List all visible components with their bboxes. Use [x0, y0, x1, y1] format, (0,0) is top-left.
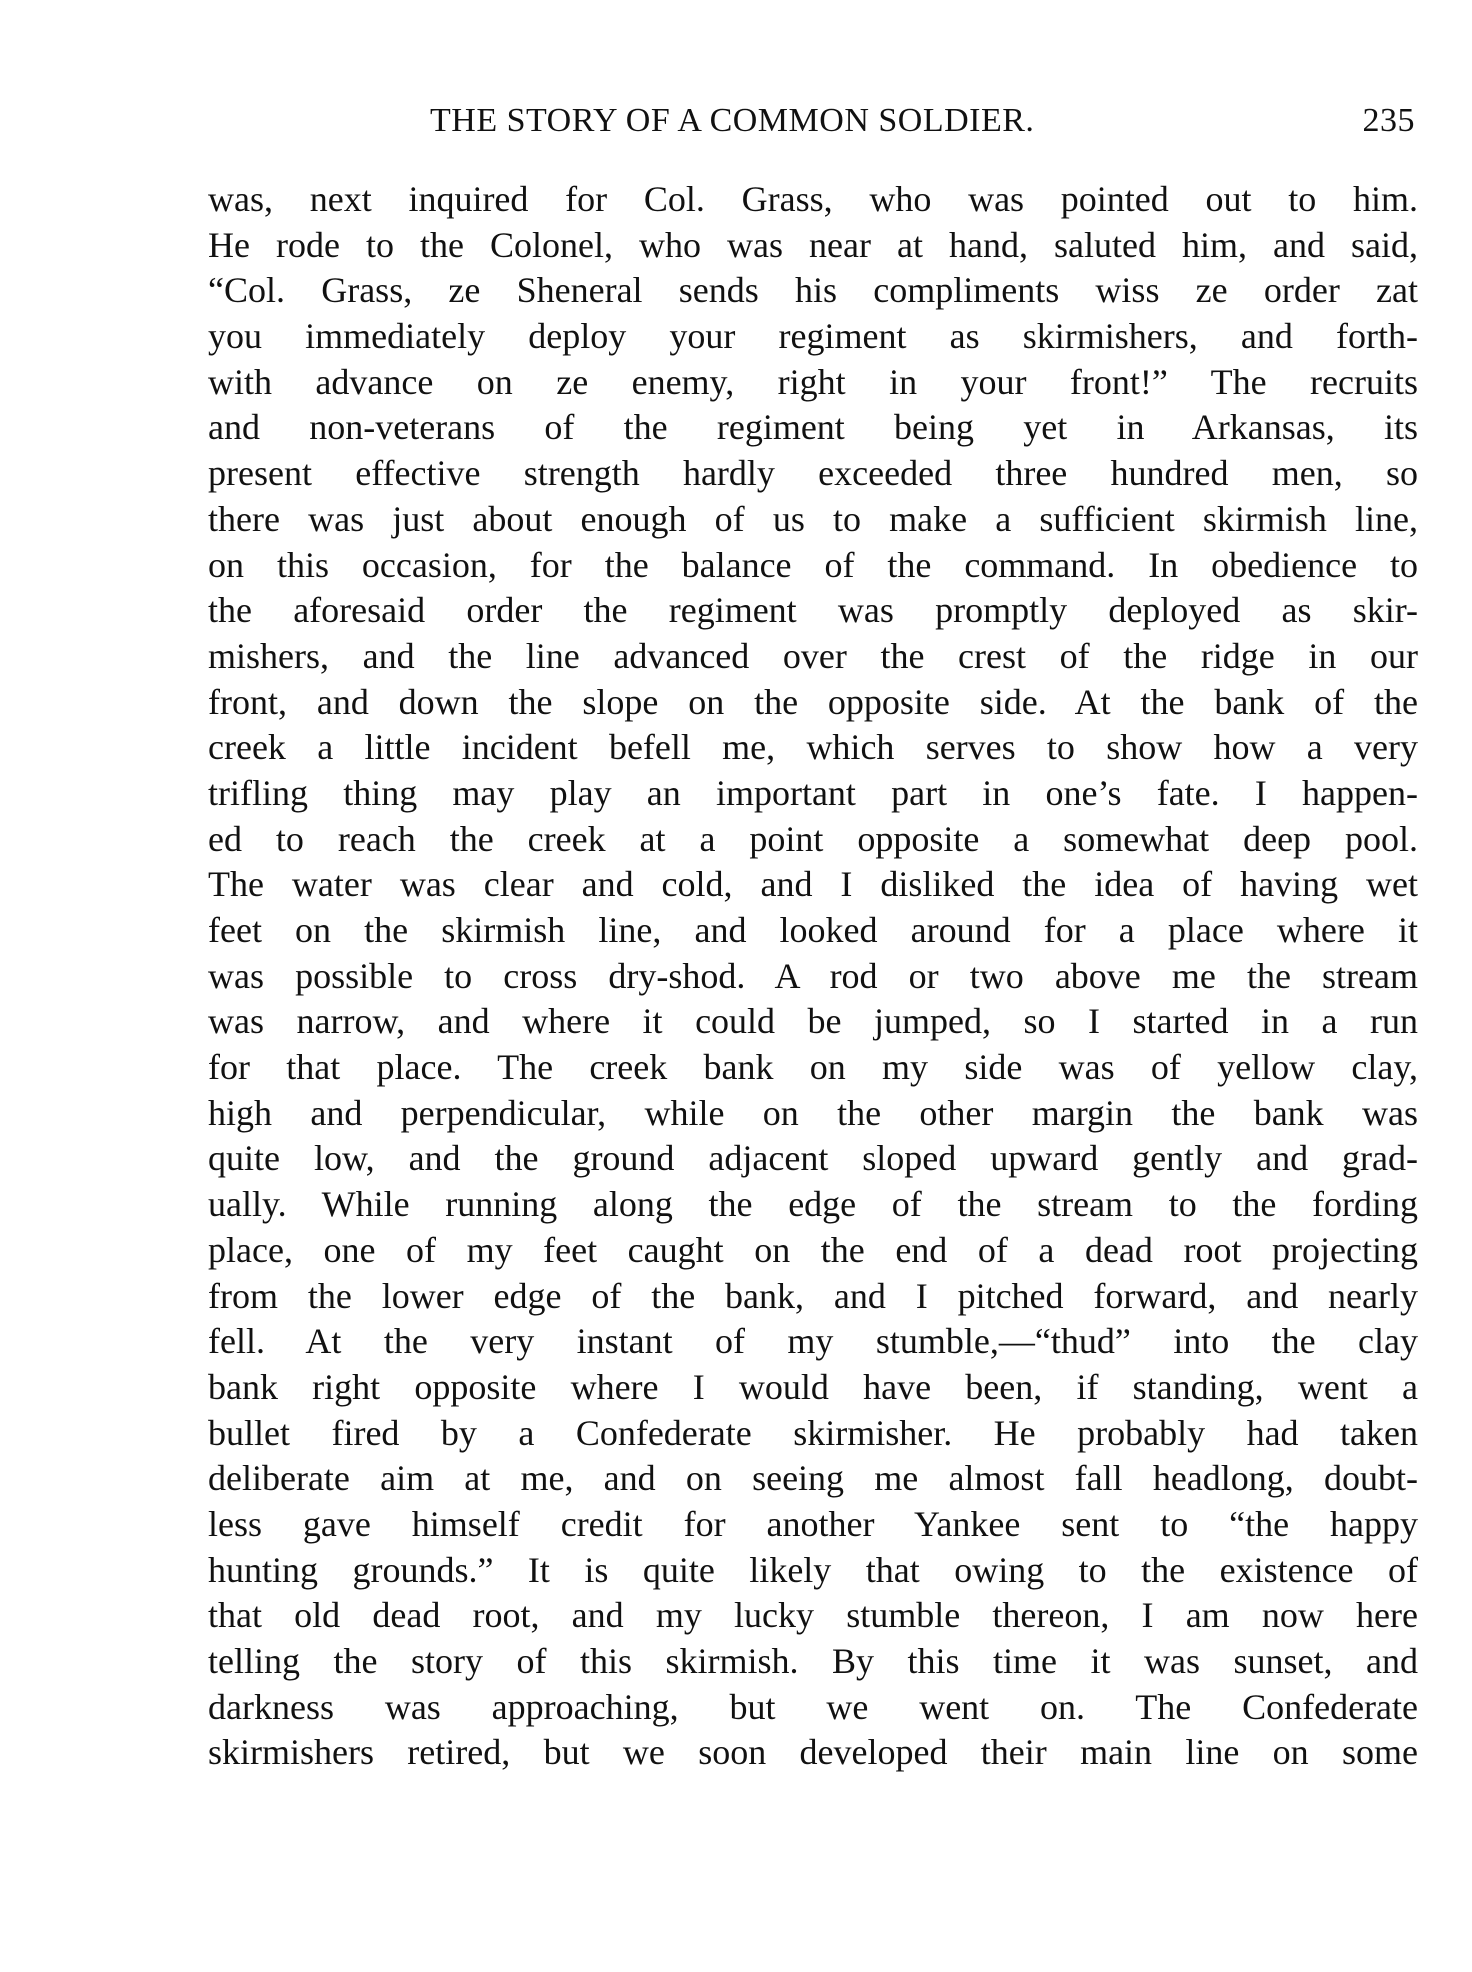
text-line: and non-veterans of the regiment being yet in Arkansas, its	[208, 407, 1418, 448]
text-line: telling the story of this skirmish. By this time it was sunset, and	[208, 1641, 1418, 1681]
text-line: feet on the skirmish line, and looked around for a place where it	[208, 910, 1418, 950]
text-line: there was just about enough of us to make a sufficient skirmish line,	[208, 498, 1418, 539]
text-line: bullet fired by a Confederate skirmisher. He probably had taken	[208, 1412, 1418, 1453]
text-line: was possible to cross dry-shod. A rod or two above me the stream	[208, 955, 1418, 996]
text-line: mishers, and the line advanced over the crest of the ridge in our	[208, 635, 1418, 676]
text-line: trifling thing may play an important part in one’s fate. I happen-	[208, 772, 1418, 813]
text-line: was, next inquired for Col. Grass, who was pointed out to him.	[208, 179, 1418, 219]
text-line: was narrow, and where it could be jumped, so I started in a run	[208, 1001, 1418, 1042]
text-line: on this occasion, for the balance of the command. In obedience to	[208, 544, 1418, 585]
text-line: The water was clear and cold, and I disliked the idea of having wet	[208, 864, 1418, 905]
text-line: that old dead root, and my lucky stumble thereon, I am now here	[208, 1595, 1418, 1636]
text-line: with advance on ze enemy, right in your front!” The recruits	[208, 361, 1418, 402]
page-number: 235	[1362, 102, 1415, 139]
text-line: front, and down the slope on the opposite side. At the bank of the	[208, 681, 1418, 722]
text-line: from the lower edge of the bank, and I pitched forward, and nearly	[208, 1275, 1418, 1316]
text-line: place, one of my feet caught on the end of a dead root projecting	[208, 1229, 1418, 1270]
text-line: bank right opposite where I would have been, if standing, went a	[208, 1366, 1418, 1407]
text-line: He rode to the Colonel, who was near at hand, saluted him, and said,	[208, 224, 1418, 265]
body-text	[208, 177, 1418, 1776]
text-line: fell. At the very instant of my stumble,—“thud” into the clay	[208, 1321, 1418, 1362]
running-title: THE STORY OF A COMMON SOLDIER.	[430, 102, 1035, 139]
text-line: for that place. The creek bank on my side was of yellow clay,	[208, 1047, 1418, 1088]
text-line: deliberate aim at me, and on seeing me almost fall headlong, doubt-	[208, 1458, 1418, 1499]
text-line: present effective strength hardly exceeded three hundred men, so	[208, 453, 1418, 494]
text-line: you immediately deploy your regiment as skirmishers, and forth-	[208, 316, 1418, 357]
running-head	[430, 102, 1415, 148]
text-line: quite low, and the ground adjacent sloped upward gently and grad-	[208, 1138, 1418, 1179]
text-line: ually. While running along the edge of the stream to the fording	[208, 1184, 1418, 1225]
text-line: hunting grounds.” It is quite likely that owing to the existence of	[208, 1549, 1418, 1590]
text-line: creek a little incident befell me, which serves to show how a very	[208, 727, 1418, 768]
text-line: high and perpendicular, while on the other margin the bank was	[208, 1092, 1418, 1133]
text-line: the aforesaid order the regiment was promptly deployed as skir-	[208, 590, 1418, 631]
text-line: less gave himself credit for another Yankee sent to “the happy	[208, 1503, 1418, 1544]
text-line: skirmishers retired, but we soon developed their main line on some	[208, 1732, 1418, 1773]
text-line: ed to reach the creek at a point opposite a somewhat deep pool.	[208, 818, 1418, 859]
text-line: darkness was approaching, but we went on. The Confederate	[208, 1686, 1418, 1727]
text-line: “Col. Grass, ze Sheneral sends his compliments wiss ze order zat	[208, 270, 1418, 311]
